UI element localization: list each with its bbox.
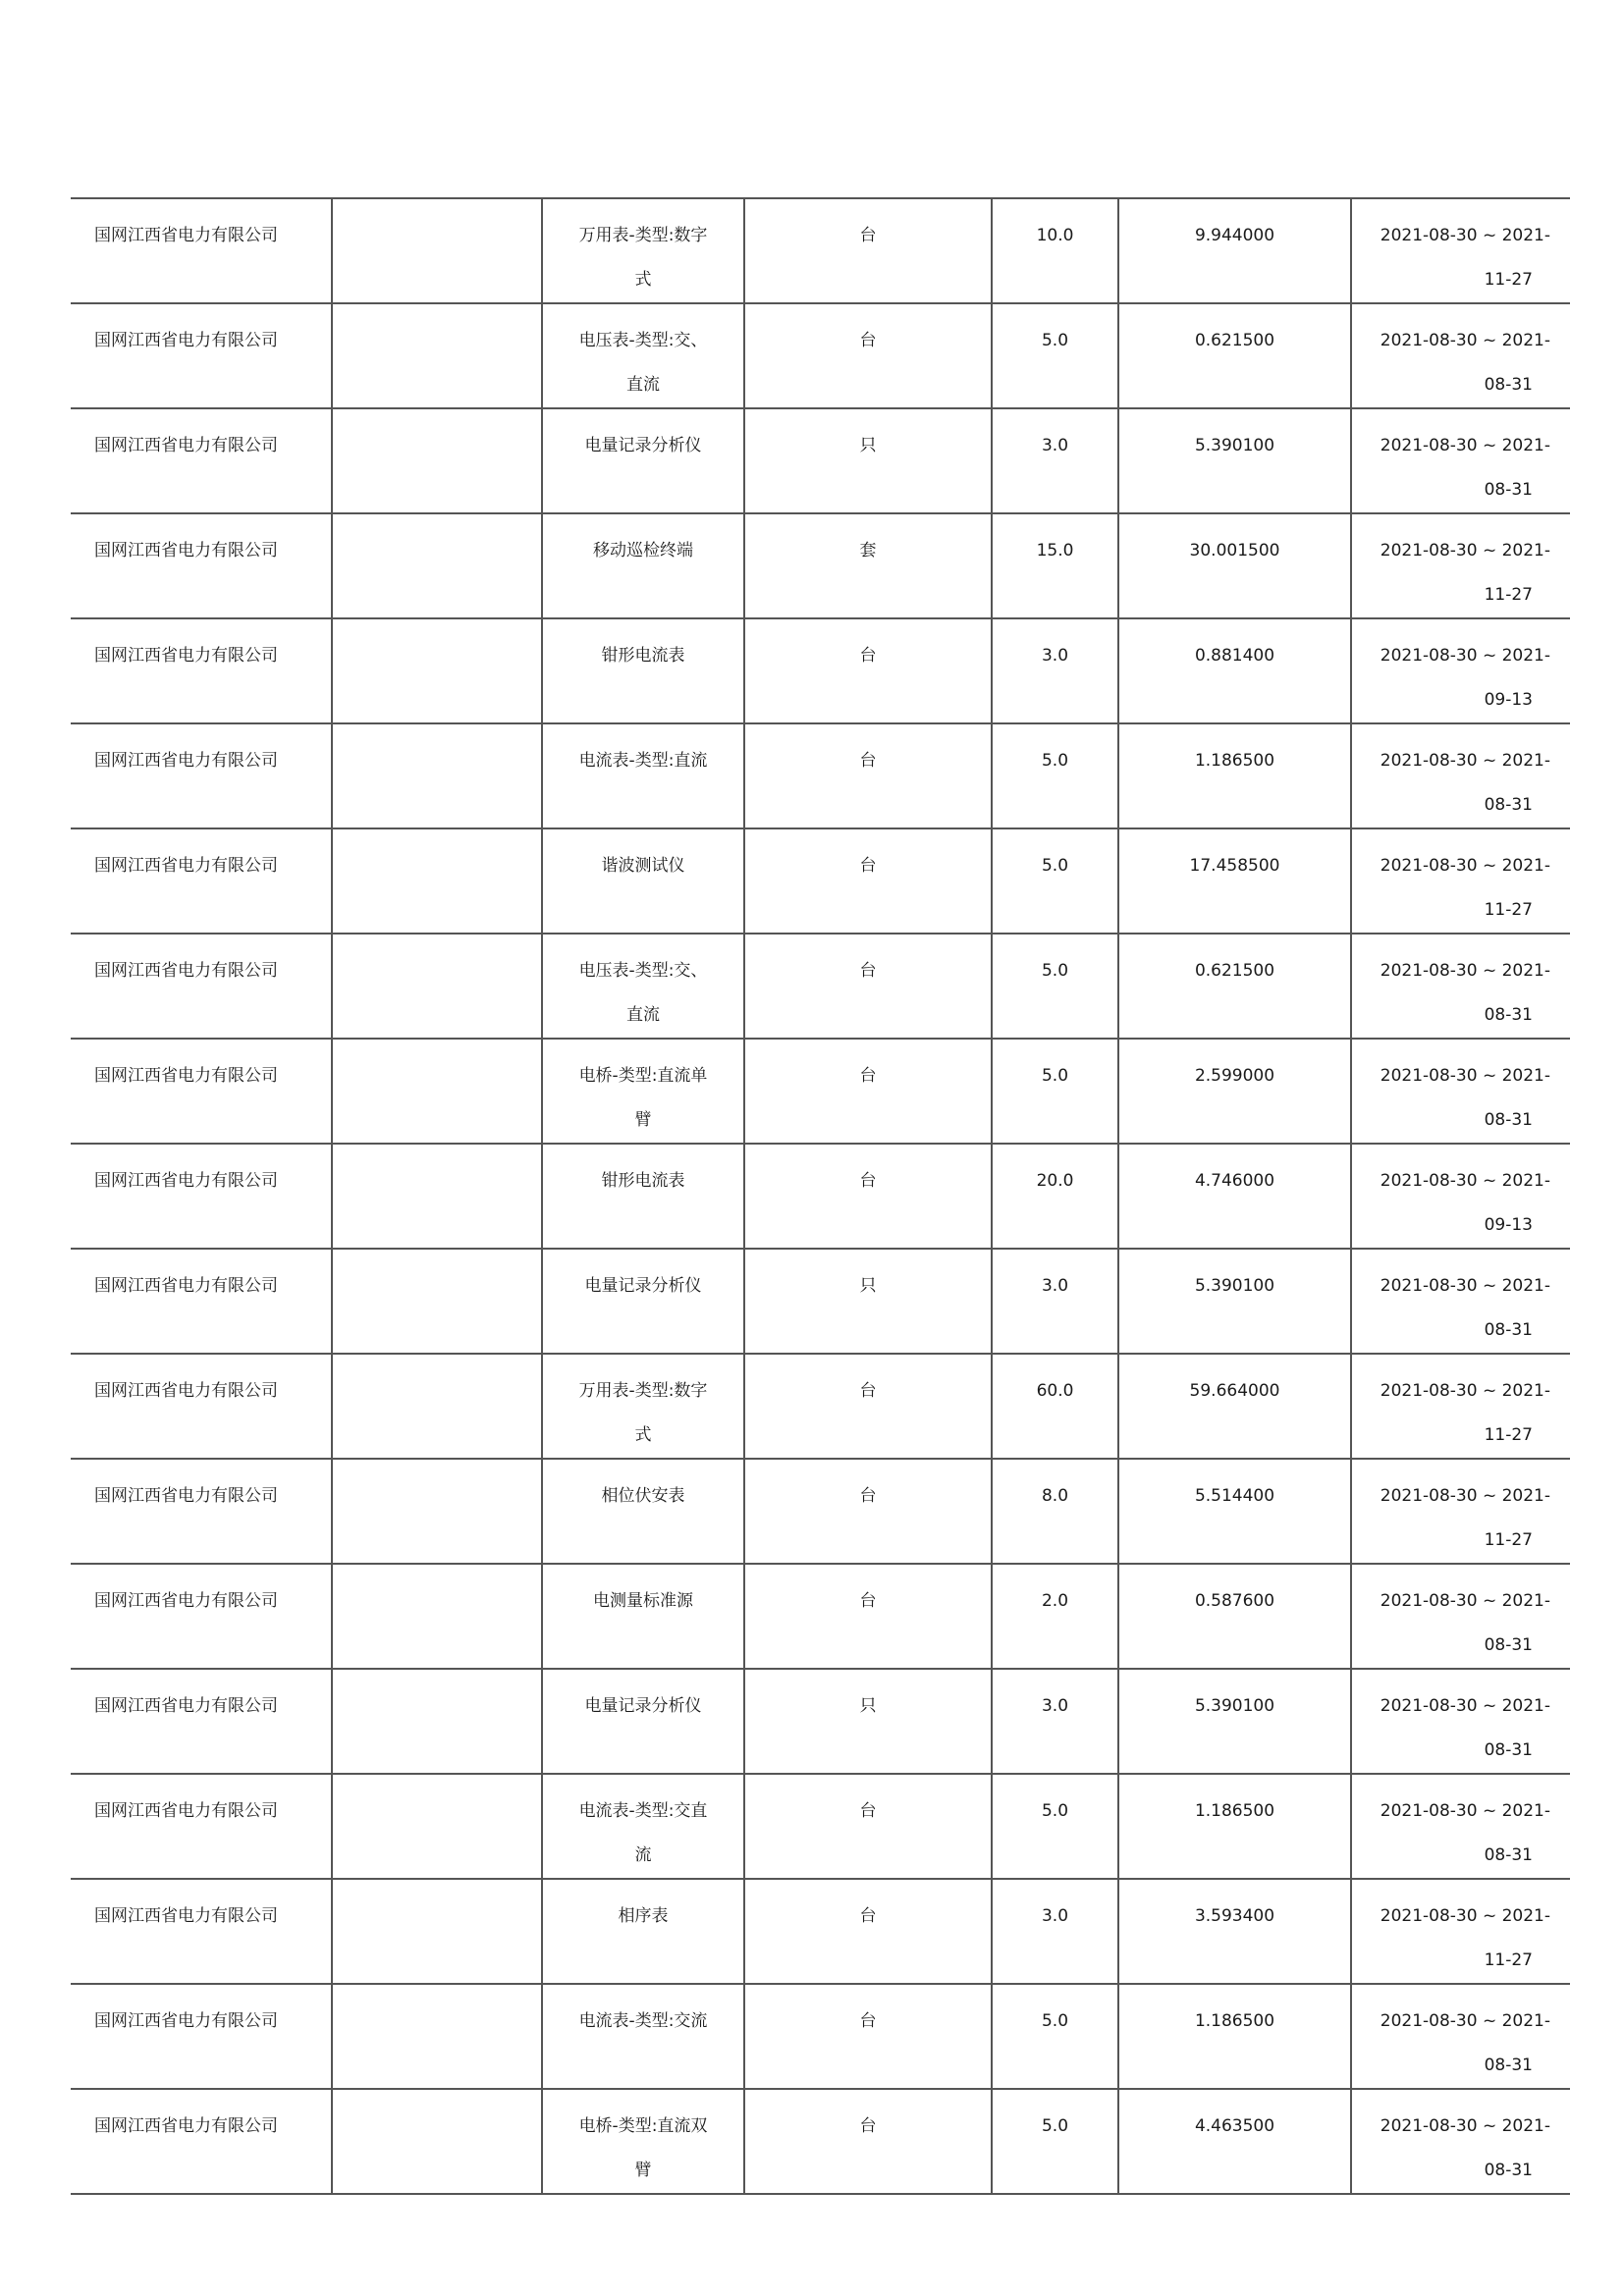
table-row: [71, 1354, 1570, 1459]
quantity-value: 5.0: [1041, 961, 1069, 981]
date-range-cell: [1351, 934, 1570, 1039]
unit-label: 台: [859, 2116, 877, 2136]
unit-cell: [744, 1984, 992, 2089]
amount-value: 0.587600: [1194, 1591, 1275, 1611]
date-range-line-2: 11-27: [1484, 1530, 1533, 1550]
unit-cell: [744, 618, 992, 723]
quantity-value: 20.0: [1036, 1171, 1074, 1191]
date-range-line-1: 2021-08-30 ~ 2021-: [1380, 1171, 1550, 1191]
date-range-line-1: 2021-08-30 ~ 2021-: [1380, 1066, 1550, 1086]
blank-cell: [332, 408, 542, 513]
org-name: 国网江西省电力有限公司: [94, 751, 278, 771]
unit-label: 台: [859, 1381, 877, 1401]
date-range-cell: [1351, 303, 1570, 408]
amount-cell: [1118, 828, 1351, 934]
date-range-line-2: 08-31: [1484, 1845, 1533, 1865]
blank-cell: [332, 618, 542, 723]
unit-cell: [744, 198, 992, 303]
table-row: [71, 1879, 1570, 1984]
equipment-name-cell: [542, 1564, 744, 1669]
equipment-name-cell: [542, 2089, 744, 2194]
blank-cell: [332, 2089, 542, 2194]
equipment-name-line-2: 式: [634, 270, 652, 290]
date-range-cell: [1351, 1669, 1570, 1774]
amount-cell: [1118, 1039, 1351, 1144]
quantity-value: 5.0: [1041, 1801, 1069, 1821]
amount-cell: [1118, 198, 1351, 303]
org-cell: [71, 1144, 332, 1249]
unit-label: 台: [859, 2011, 877, 2031]
quantity-cell: [992, 303, 1118, 408]
equipment-name-cell: [542, 1144, 744, 1249]
amount-value: 0.621500: [1194, 331, 1275, 350]
equipment-name-line-1: 电流表-类型:交直: [578, 1801, 708, 1821]
amount-cell: [1118, 1984, 1351, 2089]
table-row: [71, 1039, 1570, 1144]
table-row: [71, 198, 1570, 303]
equipment-name-line-2: 直流: [626, 1005, 660, 1025]
quantity-value: 5.0: [1041, 2011, 1069, 2031]
org-cell: [71, 723, 332, 828]
unit-cell: [744, 1774, 992, 1879]
unit-label: 台: [859, 1591, 877, 1611]
quantity-value: 60.0: [1036, 1381, 1074, 1401]
org-name: 国网江西省电力有限公司: [94, 331, 278, 350]
equipment-name-cell: [542, 303, 744, 408]
org-name: 国网江西省电力有限公司: [94, 1171, 278, 1191]
equipment-name-line-1: 电压表-类型:交、: [578, 961, 708, 981]
table-row: [71, 1249, 1570, 1354]
blank-cell: [332, 1564, 542, 1669]
equipment-name-cell: [542, 1984, 744, 2089]
equipment-name-line-1: 谐波测试仪: [601, 856, 685, 876]
equipment-name-cell: [542, 934, 744, 1039]
equipment-name-cell: [542, 723, 744, 828]
unit-label: 台: [859, 751, 877, 771]
data-table-container: [71, 197, 1561, 2195]
unit-label: 台: [859, 1171, 877, 1191]
date-range-cell: [1351, 1039, 1570, 1144]
equipment-name-cell: [542, 408, 744, 513]
date-range-line-1: 2021-08-30 ~ 2021-: [1380, 1486, 1550, 1506]
unit-cell: [744, 1459, 992, 1564]
org-cell: [71, 303, 332, 408]
quantity-value: 2.0: [1041, 1591, 1069, 1611]
unit-cell: [744, 408, 992, 513]
quantity-cell: [992, 2089, 1118, 2194]
equipment-name-cell: [542, 1459, 744, 1564]
date-range-line-2: 11-27: [1484, 270, 1533, 290]
amount-value: 30.001500: [1189, 541, 1280, 561]
table-row: [71, 303, 1570, 408]
table-row: [71, 934, 1570, 1039]
amount-cell: [1118, 1774, 1351, 1879]
amount-cell: [1118, 408, 1351, 513]
table-row: [71, 723, 1570, 828]
equipment-name-line-1: 电量记录分析仪: [584, 1276, 702, 1296]
amount-value: 9.944000: [1194, 226, 1275, 245]
org-cell: [71, 1354, 332, 1459]
unit-cell: [744, 513, 992, 618]
unit-cell: [744, 828, 992, 934]
date-range-cell: [1351, 1144, 1570, 1249]
quantity-cell: [992, 934, 1118, 1039]
equipment-name-line-1: 移动巡检终端: [593, 541, 693, 561]
date-range-line-1: 2021-08-30 ~ 2021-: [1380, 1696, 1550, 1716]
date-range-line-1: 2021-08-30 ~ 2021-: [1380, 1381, 1550, 1401]
quantity-value: 3.0: [1041, 1696, 1069, 1716]
quantity-value: 3.0: [1041, 1906, 1069, 1926]
table-row: [71, 1774, 1570, 1879]
amount-value: 5.390100: [1194, 1276, 1275, 1296]
amount-cell: [1118, 1144, 1351, 1249]
equipment-table: [71, 197, 1570, 2195]
org-cell: [71, 618, 332, 723]
date-range-line-2: 08-31: [1484, 1005, 1533, 1025]
equipment-name-line-1: 相位伏安表: [601, 1486, 685, 1506]
org-name: 国网江西省电力有限公司: [94, 1801, 278, 1821]
date-range-line-2: 11-27: [1484, 585, 1533, 605]
org-name: 国网江西省电力有限公司: [94, 2011, 278, 2031]
quantity-cell: [992, 723, 1118, 828]
unit-cell: [744, 1144, 992, 1249]
date-range-line-2: 08-31: [1484, 795, 1533, 815]
date-range-line-2: 09-13: [1484, 690, 1533, 710]
quantity-cell: [992, 1984, 1118, 2089]
equipment-name-line-2: 直流: [626, 375, 660, 395]
date-range-line-1: 2021-08-30 ~ 2021-: [1380, 436, 1550, 455]
org-name: 国网江西省电力有限公司: [94, 646, 278, 666]
date-range-line-1: 2021-08-30 ~ 2021-: [1380, 2011, 1550, 2031]
equipment-name-cell: [542, 1354, 744, 1459]
org-cell: [71, 828, 332, 934]
amount-value: 4.463500: [1194, 2116, 1275, 2136]
blank-cell: [332, 723, 542, 828]
quantity-cell: [992, 1774, 1118, 1879]
org-cell: [71, 1249, 332, 1354]
table-row: [71, 1459, 1570, 1564]
table-row: [71, 408, 1570, 513]
blank-cell: [332, 198, 542, 303]
amount-cell: [1118, 1459, 1351, 1564]
date-range-cell: [1351, 513, 1570, 618]
table-body: [71, 198, 1570, 2194]
blank-cell: [332, 1879, 542, 1984]
amount-value: 4.746000: [1194, 1171, 1275, 1191]
quantity-cell: [992, 1564, 1118, 1669]
amount-cell: [1118, 934, 1351, 1039]
date-range-cell: [1351, 198, 1570, 303]
amount-cell: [1118, 2089, 1351, 2194]
unit-cell: [744, 303, 992, 408]
amount-value: 1.186500: [1194, 751, 1275, 771]
unit-cell: [744, 1249, 992, 1354]
date-range-cell: [1351, 618, 1570, 723]
date-range-cell: [1351, 1354, 1570, 1459]
equipment-name-line-2: 臂: [634, 2161, 652, 2180]
equipment-name-cell: [542, 1669, 744, 1774]
equipment-name-line-1: 电量记录分析仪: [584, 1696, 702, 1716]
table-row: [71, 513, 1570, 618]
blank-cell: [332, 1039, 542, 1144]
quantity-cell: [992, 1669, 1118, 1774]
unit-label: 台: [859, 961, 877, 981]
unit-label: 台: [859, 226, 877, 245]
unit-cell: [744, 934, 992, 1039]
amount-value: 5.390100: [1194, 1696, 1275, 1716]
amount-value: 3.593400: [1194, 1906, 1275, 1926]
org-cell: [71, 408, 332, 513]
quantity-cell: [992, 1039, 1118, 1144]
unit-label: 台: [859, 331, 877, 350]
org-cell: [71, 1669, 332, 1774]
quantity-cell: [992, 1354, 1118, 1459]
unit-label: 台: [859, 856, 877, 876]
quantity-value: 5.0: [1041, 331, 1069, 350]
blank-cell: [332, 1669, 542, 1774]
blank-cell: [332, 1984, 542, 2089]
quantity-cell: [992, 1144, 1118, 1249]
quantity-value: 5.0: [1041, 1066, 1069, 1086]
org-name: 国网江西省电力有限公司: [94, 856, 278, 876]
blank-cell: [332, 1774, 542, 1879]
date-range-line-1: 2021-08-30 ~ 2021-: [1380, 1276, 1550, 1296]
date-range-line-1: 2021-08-30 ~ 2021-: [1380, 1591, 1550, 1611]
quantity-cell: [992, 1879, 1118, 1984]
quantity-value: 5.0: [1041, 2116, 1069, 2136]
equipment-name-line-1: 电量记录分析仪: [584, 436, 702, 455]
unit-cell: [744, 1039, 992, 1144]
equipment-name-cell: [542, 1249, 744, 1354]
quantity-cell: [992, 618, 1118, 723]
amount-value: 2.599000: [1194, 1066, 1275, 1086]
equipment-name-line-1: 万用表-类型:数字: [578, 226, 708, 245]
date-range-line-2: 09-13: [1484, 1215, 1533, 1235]
amount-value: 0.621500: [1194, 961, 1275, 981]
equipment-name-cell: [542, 1879, 744, 1984]
equipment-name-cell: [542, 198, 744, 303]
unit-label: 台: [859, 1801, 877, 1821]
date-range-line-1: 2021-08-30 ~ 2021-: [1380, 961, 1550, 981]
org-name: 国网江西省电力有限公司: [94, 1381, 278, 1401]
unit-label: 台: [859, 1906, 877, 1926]
equipment-name-line-1: 电测量标准源: [593, 1591, 693, 1611]
amount-cell: [1118, 303, 1351, 408]
amount-cell: [1118, 1564, 1351, 1669]
blank-cell: [332, 303, 542, 408]
unit-label: 套: [859, 541, 877, 561]
date-range-line-1: 2021-08-30 ~ 2021-: [1380, 226, 1550, 245]
amount-value: 59.664000: [1189, 1381, 1280, 1401]
amount-cell: [1118, 1354, 1351, 1459]
amount-value: 1.186500: [1194, 1801, 1275, 1821]
unit-cell: [744, 723, 992, 828]
quantity-cell: [992, 408, 1118, 513]
date-range-line-2: 08-31: [1484, 1110, 1533, 1130]
org-name: 国网江西省电力有限公司: [94, 1906, 278, 1926]
date-range-line-1: 2021-08-30 ~ 2021-: [1380, 331, 1550, 350]
quantity-value: 3.0: [1041, 1276, 1069, 1296]
org-cell: [71, 198, 332, 303]
date-range-line-2: 08-31: [1484, 2161, 1533, 2180]
date-range-line-1: 2021-08-30 ~ 2021-: [1380, 856, 1550, 876]
date-range-line-2: 11-27: [1484, 1425, 1533, 1445]
date-range-line-1: 2021-08-30 ~ 2021-: [1380, 1801, 1550, 1821]
org-name: 国网江西省电力有限公司: [94, 1696, 278, 1716]
blank-cell: [332, 828, 542, 934]
equipment-name-line-1: 钳形电流表: [601, 646, 685, 666]
quantity-cell: [992, 1459, 1118, 1564]
quantity-value: 10.0: [1036, 226, 1074, 245]
date-range-line-1: 2021-08-30 ~ 2021-: [1380, 2116, 1550, 2136]
org-name: 国网江西省电力有限公司: [94, 541, 278, 561]
date-range-cell: [1351, 1774, 1570, 1879]
table-row: [71, 828, 1570, 934]
equipment-name-line-1: 电流表-类型:直流: [578, 751, 708, 771]
date-range-cell: [1351, 408, 1570, 513]
org-name: 国网江西省电力有限公司: [94, 226, 278, 245]
date-range-line-1: 2021-08-30 ~ 2021-: [1380, 751, 1550, 771]
org-cell: [71, 1879, 332, 1984]
unit-label: 台: [859, 1066, 877, 1086]
amount-value: 0.881400: [1194, 646, 1275, 666]
quantity-cell: [992, 828, 1118, 934]
amount-value: 17.458500: [1189, 856, 1280, 876]
table-row: [71, 1984, 1570, 2089]
date-range-cell: [1351, 1249, 1570, 1354]
org-cell: [71, 1774, 332, 1879]
amount-cell: [1118, 1249, 1351, 1354]
amount-cell: [1118, 1669, 1351, 1774]
date-range-line-2: 08-31: [1484, 480, 1533, 500]
org-cell: [71, 1984, 332, 2089]
table-row: [71, 1144, 1570, 1249]
org-name: 国网江西省电力有限公司: [94, 436, 278, 455]
quantity-value: 5.0: [1041, 751, 1069, 771]
blank-cell: [332, 1459, 542, 1564]
date-range-cell: [1351, 828, 1570, 934]
equipment-name-line-1: 电桥-类型:直流单: [578, 1066, 708, 1086]
equipment-name-line-1: 万用表-类型:数字: [578, 1381, 708, 1401]
unit-cell: [744, 1669, 992, 1774]
org-cell: [71, 513, 332, 618]
org-cell: [71, 1039, 332, 1144]
date-range-line-2: 08-31: [1484, 1635, 1533, 1655]
org-name: 国网江西省电力有限公司: [94, 961, 278, 981]
unit-label: 台: [859, 646, 877, 666]
date-range-cell: [1351, 1564, 1570, 1669]
date-range-line-2: 08-31: [1484, 1740, 1533, 1760]
amount-cell: [1118, 513, 1351, 618]
blank-cell: [332, 934, 542, 1039]
date-range-cell: [1351, 723, 1570, 828]
unit-label: 台: [859, 1486, 877, 1506]
equipment-name-line-1: 电桥-类型:直流双: [578, 2116, 708, 2136]
table-row: [71, 2089, 1570, 2194]
unit-cell: [744, 1354, 992, 1459]
org-name: 国网江西省电力有限公司: [94, 1276, 278, 1296]
table-row: [71, 618, 1570, 723]
date-range-line-2: 08-31: [1484, 375, 1533, 395]
equipment-name-cell: [542, 828, 744, 934]
quantity-value: 5.0: [1041, 856, 1069, 876]
quantity-cell: [992, 513, 1118, 618]
unit-cell: [744, 2089, 992, 2194]
date-range-cell: [1351, 2089, 1570, 2194]
date-range-line-1: 2021-08-30 ~ 2021-: [1380, 1906, 1550, 1926]
date-range-cell: [1351, 1879, 1570, 1984]
quantity-value: 8.0: [1041, 1486, 1069, 1506]
org-name: 国网江西省电力有限公司: [94, 1066, 278, 1086]
blank-cell: [332, 1144, 542, 1249]
equipment-name-line-1: 钳形电流表: [601, 1171, 685, 1191]
amount-value: 5.390100: [1194, 436, 1275, 455]
equipment-name-line-1: 相序表: [618, 1906, 669, 1926]
equipment-name-line-2: 式: [634, 1425, 652, 1445]
quantity-value: 15.0: [1036, 541, 1074, 561]
date-range-line-1: 2021-08-30 ~ 2021-: [1380, 646, 1550, 666]
date-range-cell: [1351, 1984, 1570, 2089]
amount-cell: [1118, 618, 1351, 723]
table-row: [71, 1564, 1570, 1669]
amount-cell: [1118, 1879, 1351, 1984]
unit-cell: [744, 1879, 992, 1984]
date-range-line-2: 11-27: [1484, 1950, 1533, 1970]
amount-cell: [1118, 723, 1351, 828]
org-name: 国网江西省电力有限公司: [94, 2116, 278, 2136]
equipment-name-line-1: 电流表-类型:交流: [578, 2011, 708, 2031]
amount-value: 5.514400: [1194, 1486, 1275, 1506]
unit-label: 只: [859, 1276, 877, 1296]
date-range-line-2: 11-27: [1484, 900, 1533, 920]
unit-label: 只: [859, 1696, 877, 1716]
amount-value: 1.186500: [1194, 2011, 1275, 2031]
equipment-name-cell: [542, 1039, 744, 1144]
quantity-cell: [992, 1249, 1118, 1354]
unit-cell: [744, 1564, 992, 1669]
equipment-name-line-2: 臂: [634, 1110, 652, 1130]
equipment-name-cell: [542, 618, 744, 723]
table-row: [71, 1669, 1570, 1774]
date-range-line-1: 2021-08-30 ~ 2021-: [1380, 541, 1550, 561]
blank-cell: [332, 1249, 542, 1354]
org-cell: [71, 1459, 332, 1564]
org-name: 国网江西省电力有限公司: [94, 1486, 278, 1506]
equipment-name-cell: [542, 1774, 744, 1879]
blank-cell: [332, 513, 542, 618]
date-range-cell: [1351, 1459, 1570, 1564]
org-cell: [71, 2089, 332, 2194]
org-cell: [71, 934, 332, 1039]
quantity-cell: [992, 198, 1118, 303]
quantity-value: 3.0: [1041, 646, 1069, 666]
quantity-value: 3.0: [1041, 436, 1069, 455]
org-cell: [71, 1564, 332, 1669]
equipment-name-line-1: 电压表-类型:交、: [578, 331, 708, 350]
date-range-line-2: 08-31: [1484, 1320, 1533, 1340]
equipment-name-line-2: 流: [634, 1845, 652, 1865]
blank-cell: [332, 1354, 542, 1459]
unit-label: 只: [859, 436, 877, 455]
date-range-line-2: 08-31: [1484, 2056, 1533, 2075]
org-name: 国网江西省电力有限公司: [94, 1591, 278, 1611]
equipment-name-cell: [542, 513, 744, 618]
